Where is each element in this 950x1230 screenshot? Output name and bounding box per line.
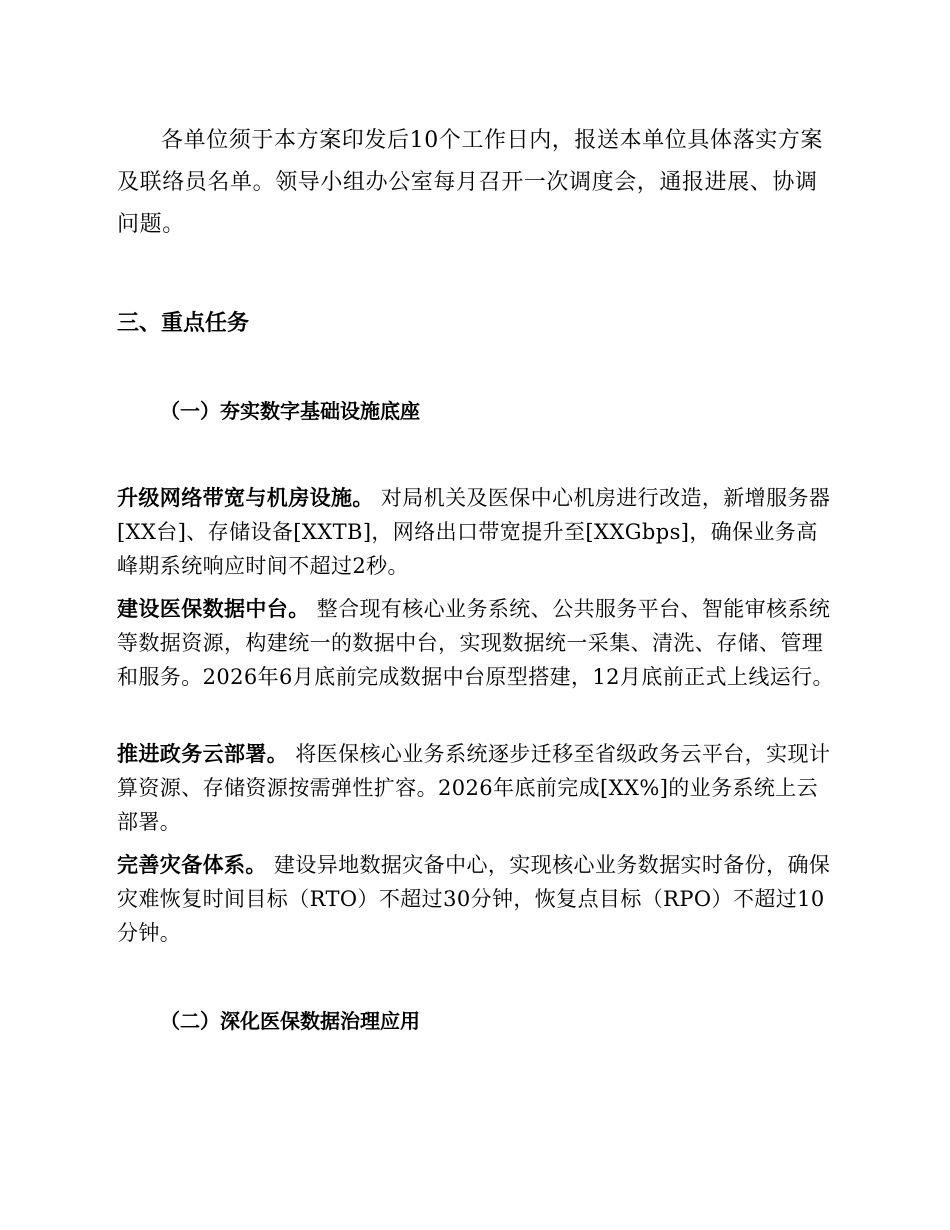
task-paragraph-network xyxy=(117,481,837,583)
task-body-disaster-recovery: 建设异地数据灾备中心，实现核心业务数据实时备份，确保灾难恢复时间目标（RTO）不超过30分钟，恢复点目标（RPO）不超过10分钟。 xyxy=(117,853,831,945)
subsection-heading-1: （一）夯实数字基础设施底座 xyxy=(160,399,420,423)
task-paragraph-data-platform xyxy=(117,592,837,694)
task-paragraph-disaster-recovery xyxy=(117,848,837,950)
task-lead-data-platform: 建设医保数据中台。 xyxy=(117,597,310,621)
subsection-heading-2: （二）深化医保数据治理应用 xyxy=(160,1009,420,1033)
task-lead-disaster-recovery: 完善灾备体系。 xyxy=(117,853,267,877)
task-paragraph-gov-cloud xyxy=(117,737,837,839)
task-lead-gov-cloud: 推进政务云部署。 xyxy=(117,742,289,766)
task-body-gov-cloud: 将医保核心业务系统逐步迁移至省级政务云平台，实现计算资源、存储资源按需弹性扩容。2026年底前完成[XX%]的业务系统上云部署。 xyxy=(117,742,831,834)
task-body-network: 对局机关及医保中心机房进行改造，新增服务器[XX台]、存储设备[XXTB]，网络出口带宽提升至[XXGbps]，确保业务高峰期系统响应时间不超过2秒。 xyxy=(117,486,831,578)
section-heading: 三、重点任务 xyxy=(117,311,250,336)
task-body-data-platform: 整合现有核心业务系统、公共服务平台、智能审核系统等数据资源，构建统一的数据中台，实现数据统一采集、清洗、存储、管理和服务。2026年6月底前完成数据中台原型搭建，12月底前正式上线运行。 xyxy=(117,597,834,689)
intro-paragraph: 各单位须于本方案印发后10个工作日内，报送本单位具体落实方案及联络员名单。领导小组办公室每月召开一次调度会，通报进展、协调问题。 xyxy=(117,128,823,237)
task-lead-network: 升级网络带宽与机房设施。 xyxy=(117,486,374,510)
